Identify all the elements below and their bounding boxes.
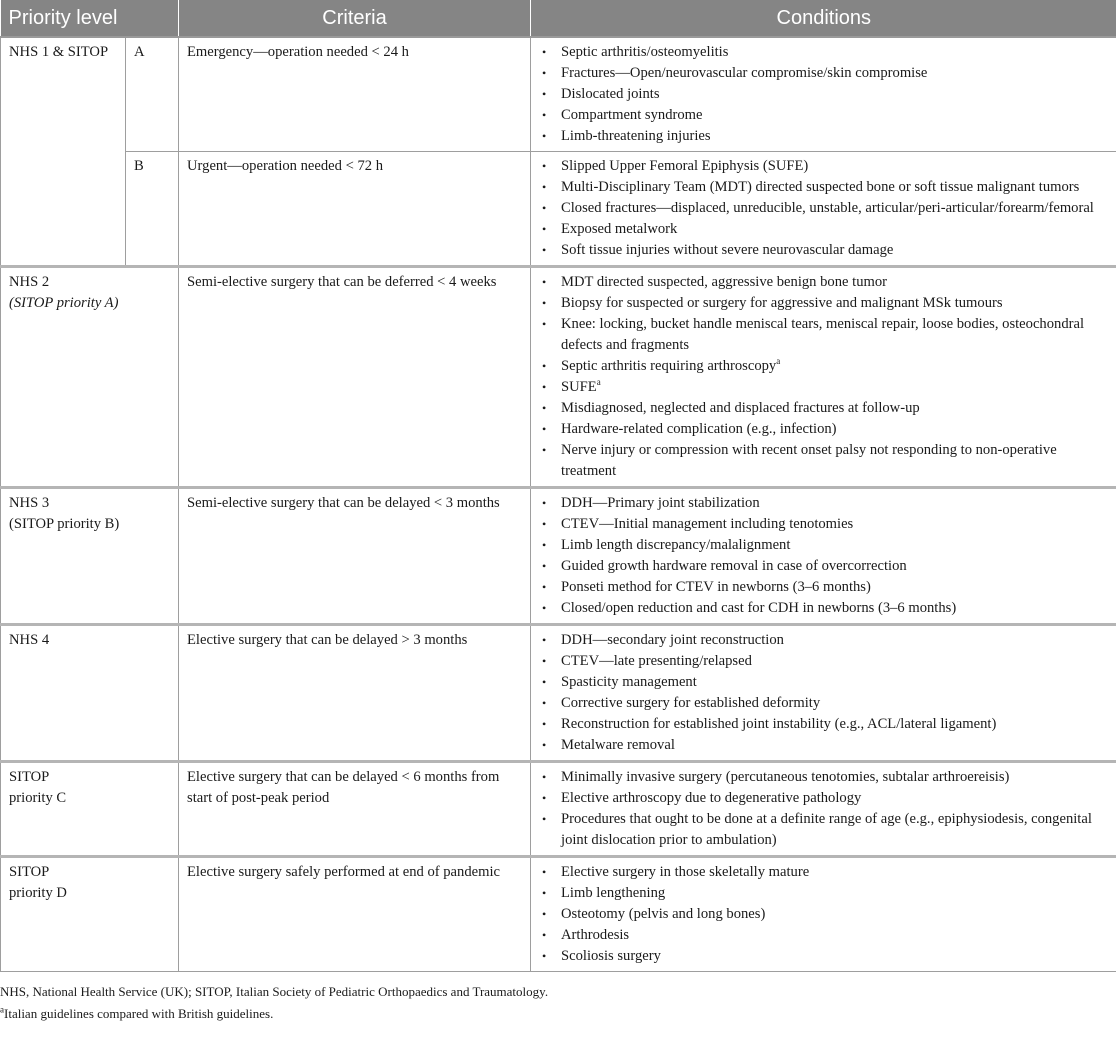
list-item: • Slipped Upper Femoral Epiphysis (SUFE)	[539, 156, 1108, 177]
priority-level-cell	[1, 762, 179, 857]
list-item: • MDT directed suspected, aggressive benign bone tumor	[539, 272, 1108, 293]
list-item: • Arthrodesis	[539, 925, 1108, 946]
priority-level-text: NHS 2	[9, 274, 50, 290]
criteria-cell	[179, 267, 531, 488]
list-item: • Closed/open reduction and cast for CDH in newborns (3–6 months)	[539, 598, 1108, 619]
criteria-text: Elective surgery that can be delayed < 6 months from start of post-peak period	[187, 769, 500, 806]
priority-level-text: SITOP	[9, 864, 50, 880]
list-item: • Metalware removal	[539, 735, 1108, 756]
conditions-cell	[531, 488, 1116, 625]
table-row	[1, 488, 1116, 625]
list-item: • Compartment syndrome	[539, 105, 1108, 126]
table-row	[1, 37, 1116, 152]
header-priority-level: Priority level	[1, 0, 179, 37]
list-item: • Soft tissue injuries without severe neurovascular damage	[539, 240, 1108, 261]
criteria-cell	[179, 152, 531, 267]
list-item: • Spasticity management	[539, 672, 1108, 693]
priority-level-text: SITOP	[9, 769, 50, 785]
list-item	[539, 356, 1108, 377]
conditions-cell	[531, 625, 1116, 762]
conditions-list	[539, 630, 1108, 756]
list-item: • Knee: locking, bucket handle meniscal tears, meniscal repair, loose bodies, osteochondral defects and fragments	[539, 314, 1108, 356]
sub-level-text: B	[134, 158, 144, 174]
conditions-list	[539, 156, 1108, 261]
sub-level-cell	[126, 152, 179, 267]
criteria-cell	[179, 857, 531, 972]
conditions-cell	[531, 762, 1116, 857]
list-item: • Guided growth hardware removal in case of overcorrection	[539, 556, 1108, 577]
list-item: • Biopsy for suspected or surgery for aggressive and malignant MSk tumours	[539, 293, 1108, 314]
conditions-cell	[531, 267, 1116, 488]
priority-level-cell	[1, 267, 179, 488]
criteria-text: Semi-elective surgery that can be delayed < 3 months	[187, 495, 500, 511]
criteria-text: Elective surgery safely performed at end of pandemic	[187, 864, 500, 880]
criteria-text: Urgent—operation needed < 72 h	[187, 158, 384, 174]
conditions-list	[539, 493, 1108, 619]
list-item: • Multi-Disciplinary Team (MDT) directed suspected bone or soft tissue malignant tumors	[539, 177, 1108, 198]
conditions-list	[539, 862, 1108, 967]
priority-level-text: NHS 3	[9, 495, 50, 511]
sub-level-cell	[126, 37, 179, 152]
priority-level-subtext: priority C	[9, 790, 67, 806]
table-footer	[0, 972, 1116, 1024]
sub-level-text: A	[134, 44, 145, 60]
criteria-text: Emergency—operation needed < 24 h	[187, 44, 409, 60]
criteria-text: Elective surgery that can be delayed > 3 months	[187, 632, 468, 648]
list-item: • CTEV—late presenting/relapsed	[539, 651, 1108, 672]
criteria-cell	[179, 488, 531, 625]
list-item: • DDH—Primary joint stabilization	[539, 493, 1108, 514]
header-criteria: Criteria	[179, 0, 531, 37]
priority-level-subtext: priority D	[9, 885, 67, 901]
list-item: • Nerve injury or compression with recent onset palsy not responding to non-operative treatment	[539, 440, 1108, 482]
table-row	[1, 625, 1116, 762]
list-item: • Elective surgery in those skeletally mature	[539, 862, 1108, 883]
list-item: • Hardware-related complication (e.g., infection)	[539, 419, 1108, 440]
list-item: • Limb lengthening	[539, 883, 1108, 904]
conditions-cell	[531, 37, 1116, 152]
table-row	[1, 152, 1116, 267]
list-item: • Misdiagnosed, neglected and displaced fractures at follow-up	[539, 398, 1108, 419]
list-item: • Closed fractures—displaced, unreducible, unstable, articular/peri-articular/forearm/femoral	[539, 198, 1108, 219]
list-item: • Exposed metalwork	[539, 219, 1108, 240]
criteria-cell	[179, 762, 531, 857]
list-item: • Corrective surgery for established deformity	[539, 693, 1108, 714]
list-item-text: SUFE	[561, 379, 597, 395]
list-item: • Reconstruction for established joint instability (e.g., ACL/lateral ligament)	[539, 714, 1108, 735]
list-item: • Osteotomy (pelvis and long bones)	[539, 904, 1108, 925]
conditions-list	[539, 42, 1108, 147]
list-item: • Fractures—Open/neurovascular compromise/skin compromise	[539, 63, 1108, 84]
footnote-mark: a	[776, 356, 781, 367]
list-item: • Limb-threatening injuries	[539, 126, 1108, 147]
footnote-mark: a	[596, 377, 601, 388]
priority-level-cell	[1, 488, 179, 625]
footnote-text: Italian guidelines compared with British guidelines.	[4, 1006, 274, 1021]
list-item: • Ponseti method for CTEV in newborns (3–6 months)	[539, 577, 1108, 598]
priority-level-cell	[1, 857, 179, 972]
priority-level-cell	[1, 37, 126, 267]
criteria-text: Semi-elective surgery that can be deferred < 4 weeks	[187, 274, 497, 290]
table-row	[1, 857, 1116, 972]
conditions-cell	[531, 152, 1116, 267]
priority-level-text: NHS 1 & SITOP	[9, 44, 109, 60]
conditions-list	[539, 767, 1108, 851]
list-item-text: Septic arthritis requiring arthroscopy	[561, 358, 777, 374]
abbreviations-note: NHS, National Health Service (UK); SITOP, Italian Society of Pediatric Orthopaedics and Traumatology.	[0, 984, 549, 999]
priority-level-cell	[1, 625, 179, 762]
list-item	[539, 377, 1108, 398]
list-item: • Elective arthroscopy due to degenerative pathology	[539, 788, 1108, 809]
criteria-cell	[179, 37, 531, 152]
list-item: • Limb length discrepancy/malalignment	[539, 535, 1108, 556]
list-item: • Dislocated joints	[539, 84, 1108, 105]
list-item: • Septic arthritis/osteomyelitis	[539, 42, 1108, 63]
header-row	[1, 0, 1116, 37]
priority-level-subtext: (SITOP priority A)	[9, 295, 119, 311]
list-item: • DDH—secondary joint reconstruction	[539, 630, 1108, 651]
footnote	[0, 1002, 1116, 1024]
criteria-cell	[179, 625, 531, 762]
list-item: • Minimally invasive surgery (percutaneous tenotomies, subtalar arthroereisis)	[539, 767, 1108, 788]
list-item: • Procedures that ought to be done at a definite range of age (e.g., epiphysiodesis, congenital joint dislocation prior to ambulation)	[539, 809, 1108, 851]
conditions-list	[539, 272, 1108, 482]
priority-level-subtext: (SITOP priority B)	[9, 516, 120, 532]
header-conditions: Conditions	[531, 0, 1116, 37]
list-item: • CTEV—Initial management including tenotomies	[539, 514, 1108, 535]
footnote-mark: a	[0, 1004, 4, 1015]
table-row	[1, 762, 1116, 857]
conditions-cell	[531, 857, 1116, 972]
list-item: • Scoliosis surgery	[539, 946, 1108, 967]
priority-level-text: NHS 4	[9, 632, 50, 648]
table-row	[1, 267, 1116, 488]
